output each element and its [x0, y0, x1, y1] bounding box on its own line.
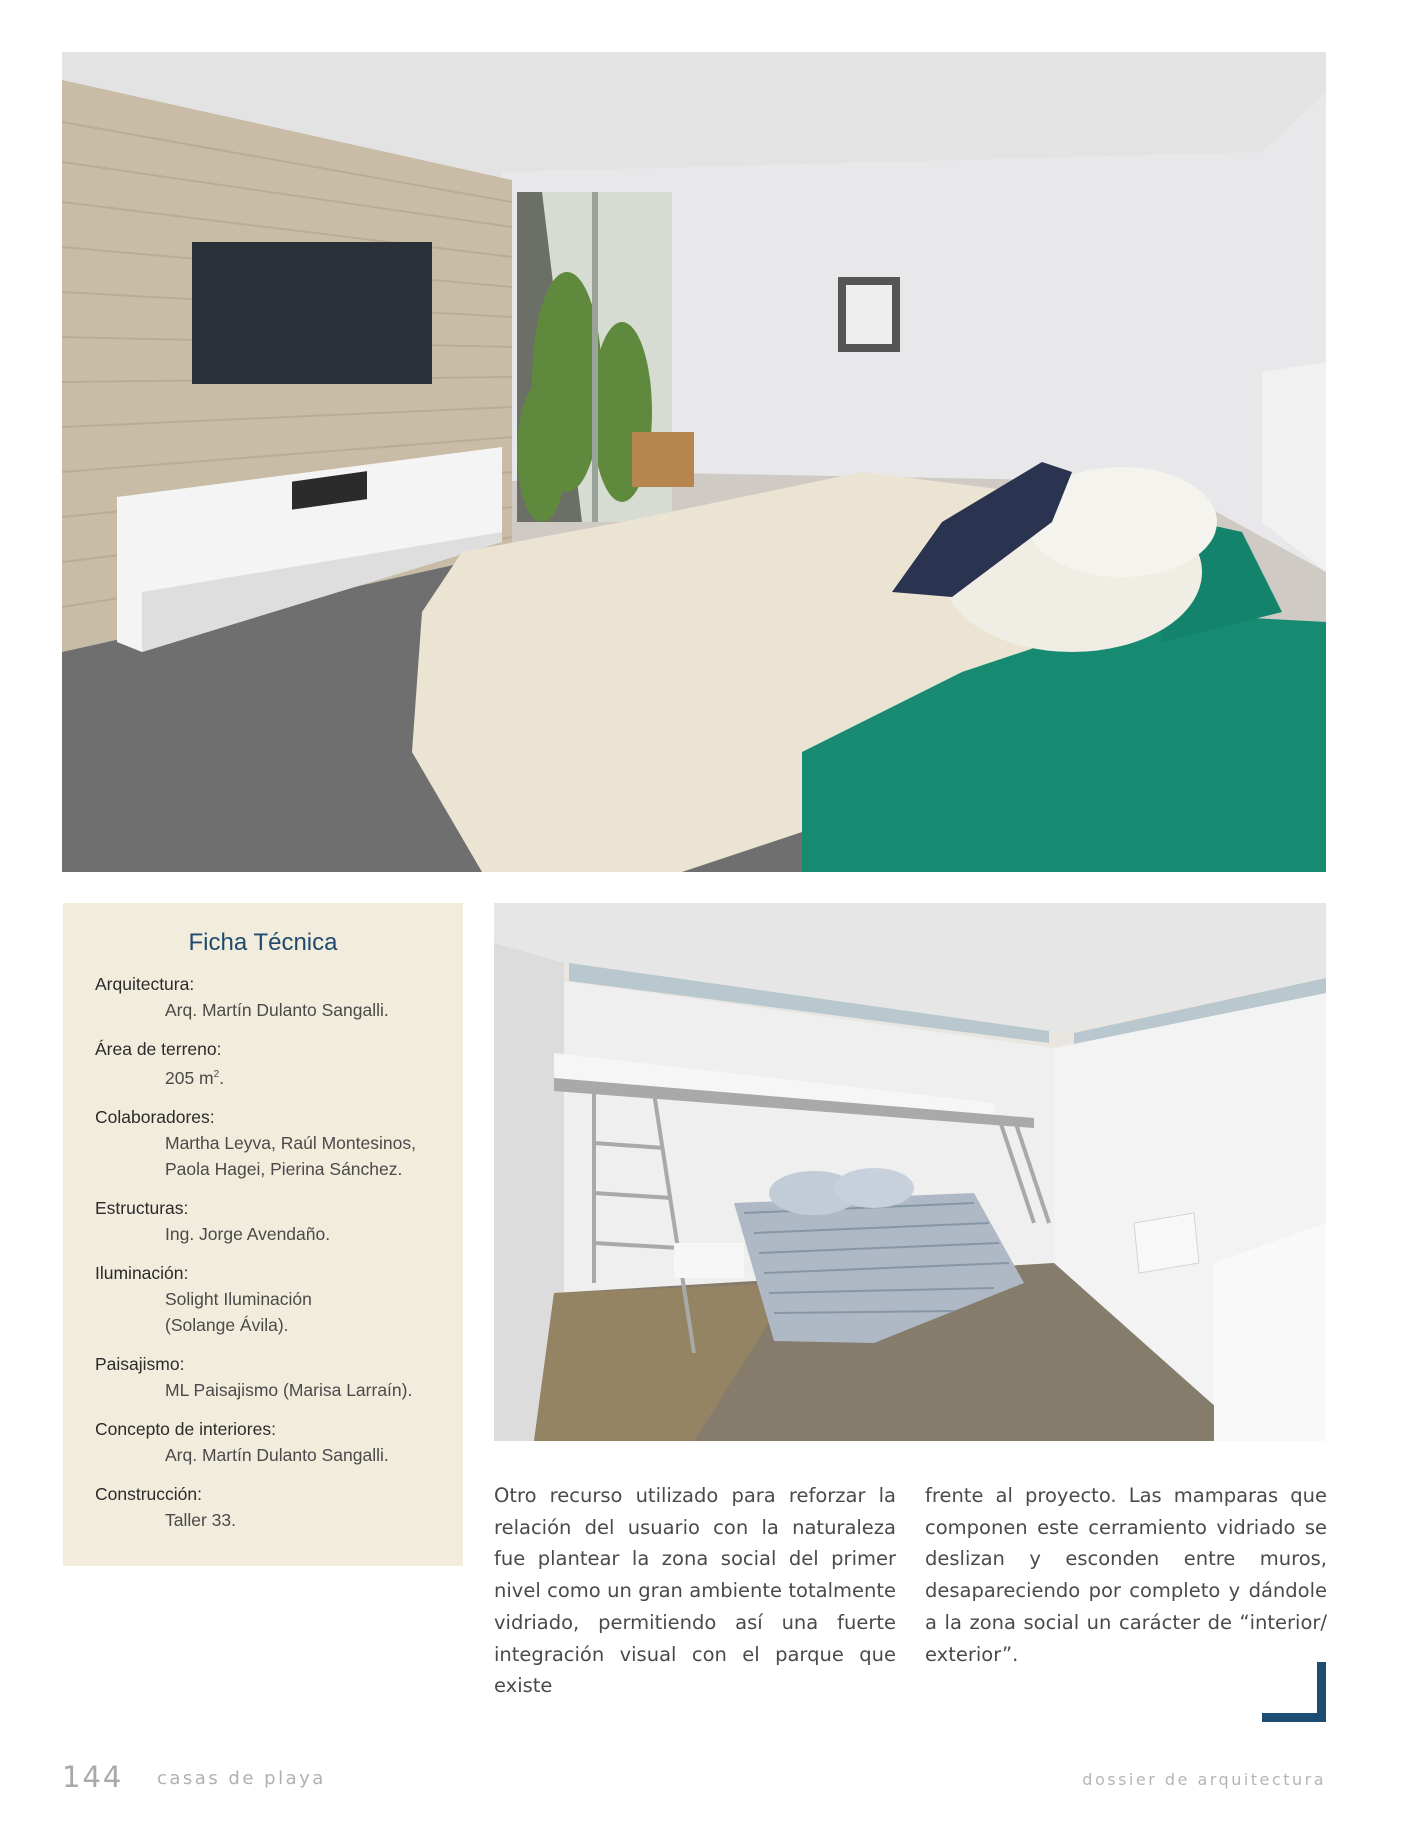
- sheet-value: Paola Hagei, Pierina Sánchez.: [165, 1158, 403, 1179]
- body-text-column-1: Otro recurso utilizado para reforzar la relación del usuario con la naturaleza fue plantear la zona social del primer nivel como un gran ambiente totalmente vidriado, permitiendo así una fuerte integración visual con el parque que existe: [494, 1484, 896, 1698]
- sheet-value: (Solange Ávila).: [165, 1314, 289, 1335]
- page-number: 144: [62, 1760, 124, 1794]
- sheet-value: ML Paisajismo (Marisa Larraín).: [165, 1379, 413, 1400]
- sheet-label: Concepto de interiores:: [95, 1418, 276, 1439]
- section-name: dossier de arquitectura: [1082, 1770, 1326, 1789]
- sheet-item-estructuras: [95, 1195, 463, 1247]
- sheet-label: Iluminación:: [95, 1262, 189, 1283]
- end-mark-horizontal: [1262, 1713, 1326, 1722]
- sheet-label: Construcción:: [95, 1483, 202, 1504]
- sheet-item-colaboradores: [95, 1104, 463, 1182]
- sheet-value: Martha Leyva, Raúl Montesinos,: [165, 1132, 416, 1153]
- bedroom-photo: [62, 52, 1326, 872]
- sheet-value: Taller 33.: [165, 1509, 237, 1530]
- sheet-item-interiores: [95, 1416, 463, 1468]
- sheet-value: Solight Iluminación: [165, 1288, 312, 1309]
- sheet-item-paisajismo: [95, 1351, 463, 1403]
- technical-sheet-title: Ficha Técnica: [188, 929, 338, 956]
- sheet-label: Estructuras:: [95, 1197, 189, 1218]
- sheet-value: Ing. Jorge Avendaño.: [165, 1223, 331, 1244]
- sheet-item-arquitectura: [95, 971, 463, 1023]
- technical-sheet: [63, 903, 463, 1566]
- sheet-label: Paisajismo:: [95, 1353, 185, 1374]
- sheet-label: Arquitectura:: [95, 974, 195, 994]
- area-value: 205 m: [165, 1067, 214, 1088]
- area-suffix: .: [219, 1067, 225, 1088]
- area-unit-exponent: 2: [213, 1069, 220, 1080]
- sheet-item-area: [95, 1036, 463, 1091]
- sheet-item-iluminacion: [95, 1260, 463, 1338]
- body-text-column-2: frente al proyecto. Las mamparas que componen este cerramiento vidriado se deslizan y esconden entre muros, desapareciendo por completo y dándole a la zona social un carácter de “interior/ exterior”.: [925, 1484, 1327, 1666]
- sheet-label: Área de terreno:: [95, 1039, 222, 1059]
- sheet-value: Arq. Martín Dulanto Sangalli.: [165, 1000, 389, 1020]
- magazine-name: casas de playa: [157, 1768, 326, 1789]
- sheet-value: [95, 1062, 463, 1091]
- bunk-room-photo: [494, 903, 1326, 1441]
- sheet-label: Colaboradores:: [95, 1106, 215, 1127]
- sheet-value: Arq. Martín Dulanto Sangalli.: [165, 1444, 389, 1465]
- article-end-mark: [1262, 1662, 1326, 1722]
- sheet-item-construccion: [95, 1481, 463, 1533]
